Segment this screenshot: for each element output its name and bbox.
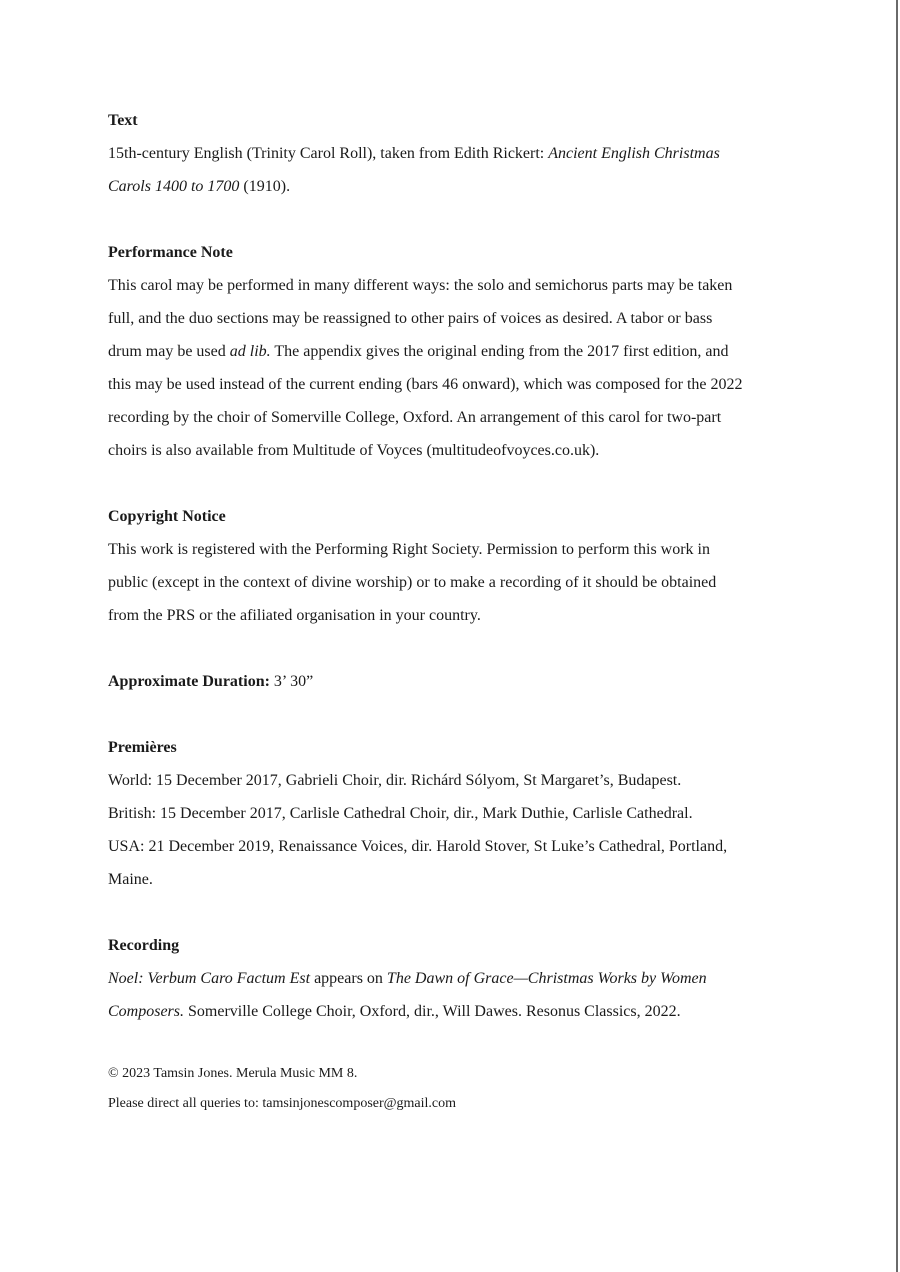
premiere-usa-cont: Maine.	[108, 871, 153, 888]
performance-note-section	[108, 236, 798, 467]
recording-work-title: Noel: Verbum Caro Factum Est	[108, 970, 311, 987]
text-line-1	[108, 137, 798, 170]
duration-label: Approximate Duration:	[108, 673, 270, 690]
performance-note-line: full, and the duo sections may be reassigned to other pairs of voices as desired. A tabor or bass	[108, 310, 713, 327]
premiere-world: World: 15 December 2017, Gabrieli Choir, dir. Richárd Sólyom, St Margaret’s, Budapest.	[108, 772, 682, 789]
text-source-book-title-cont: Carols 1400 to 1700	[108, 178, 240, 195]
recording-album-title-cont: Composers.	[108, 1003, 185, 1020]
footer-copyright: © 2023 Tamsin Jones. Merula Music MM 8.	[108, 1066, 358, 1081]
recording-line-2	[108, 995, 798, 1028]
performance-note-line: recording by the choir of Somerville College, Oxford. An arrangement of this carol for two-part	[108, 409, 722, 426]
recording-line-1	[108, 962, 798, 995]
duration-line	[108, 665, 798, 698]
copyright-notice-line: from the PRS or the afiliated organisation in your country.	[108, 607, 481, 624]
duration-value: 3’ 30”	[269, 673, 314, 690]
performance-note-line: this may be used instead of the current ending (bars 46 onward), which was composed for the 2022	[108, 376, 743, 393]
recording-text: appears on	[310, 970, 387, 987]
performance-note-line	[108, 335, 798, 368]
performance-note-text: drum may be used	[108, 343, 230, 360]
page-content	[108, 104, 798, 1119]
premieres-heading: Premières	[108, 739, 177, 756]
text-section	[108, 104, 798, 203]
performance-note-line: choirs is also available from Multitude of Voyces (multitudeofvoyces.co.uk).	[108, 442, 600, 459]
recording-album-title: The Dawn of Grace—Christmas Works by Women	[386, 970, 707, 987]
footer-contact: Please direct all queries to: tamsinjonescomposer@gmail.com	[108, 1096, 457, 1111]
premiere-usa: USA: 21 December 2019, Renaissance Voices, dir. Harold Stover, St Luke’s Cathedral, Portland,	[108, 838, 728, 855]
text-heading: Text	[108, 112, 138, 129]
premieres-section	[108, 731, 798, 896]
copyright-notice-line: This work is registered with the Performing Right Society. Permission to perform this work in	[108, 541, 710, 558]
performance-note-text: The appendix gives the original ending from the 2017 first edition, and	[270, 343, 729, 360]
performance-note-ad-lib: ad lib.	[229, 343, 271, 360]
text-line-2	[108, 170, 798, 203]
recording-details: Somerville College Choir, Oxford, dir., Will Dawes. Resonus Classics, 2022.	[184, 1003, 681, 1020]
copyright-notice-heading: Copyright Notice	[108, 508, 226, 525]
footer	[108, 1059, 798, 1119]
premiere-british: British: 15 December 2017, Carlisle Cathedral Choir, dir., Mark Duthie, Carlisle Cathedral.	[108, 805, 693, 822]
performance-note-line: This carol may be performed in many different ways: the solo and semichorus parts may be taken	[108, 277, 733, 294]
duration-section	[108, 665, 798, 698]
text-source-plain: 15th-century English (Trinity Carol Roll), taken from Edith Rickert:	[108, 145, 549, 162]
recording-heading: Recording	[108, 937, 180, 954]
performance-note-heading: Performance Note	[108, 244, 233, 261]
text-source-book-title: Ancient English Christmas	[548, 145, 720, 162]
copyright-notice-section	[108, 500, 798, 632]
recording-section	[108, 929, 798, 1028]
copyright-notice-line: public (except in the context of divine worship) or to make a recording of it should be obtained	[108, 574, 717, 591]
text-source-year: (1910).	[239, 178, 291, 195]
